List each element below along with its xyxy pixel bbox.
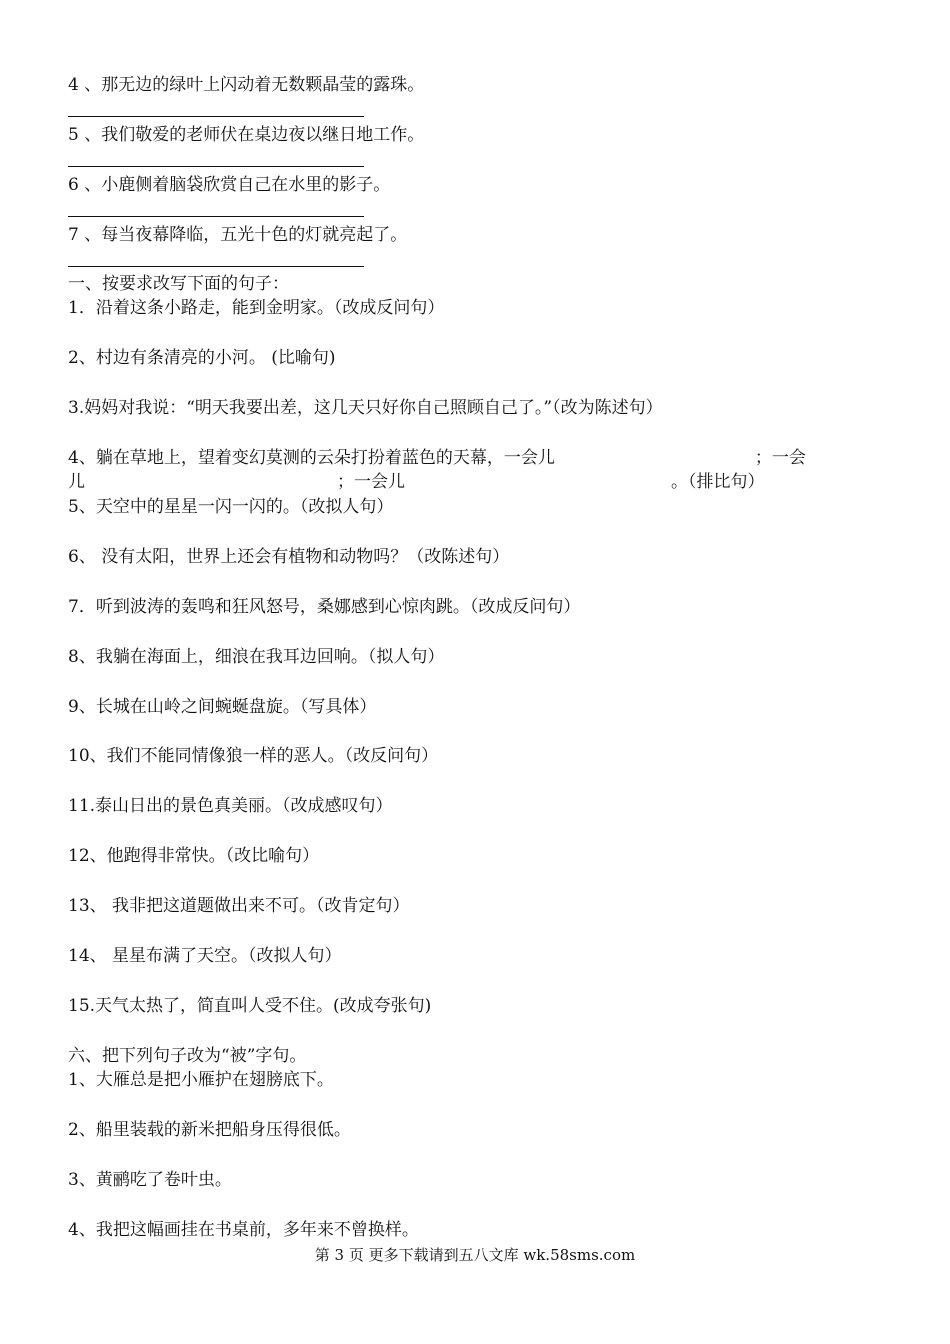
- rewrite-item-11: 11.泰山日出的景色真美丽。（改成感叹句）: [68, 796, 393, 816]
- rewrite-item-3: 3.妈妈对我说：“明天我要出差，这几天只好你自己照顾自己了。”（改为陈述句）: [68, 398, 663, 418]
- rewrite-item-14: 14、 星星布满了天空。（改拟人句）: [68, 946, 342, 966]
- rewrite-item-6: 6、 没有太阳，世界上还会有植物和动物吗？（改陈述句）: [68, 547, 510, 567]
- rewrite-item-15: 15.天气太热了，简直叫人受不住。(改成夸张句): [68, 996, 432, 1016]
- page-footer: 第 3 页 更多下载请到五八文库 wk.58sms.com: [314, 1246, 636, 1264]
- rewrite-item-2: 2、村边有条清亮的小河。 (比喻句): [68, 348, 336, 368]
- answer-line: [68, 216, 364, 217]
- rewrite-item-4-part4: ；一会儿: [337, 472, 405, 492]
- rewrite-item-9: 9、长城在山岭之间蜿蜒盘旋。（写具体）: [68, 697, 377, 717]
- answer-line: [68, 266, 364, 267]
- sentence-item-6: 6 、小鹿侧着脑袋欣赏自己在水里的影子。: [68, 175, 391, 195]
- rewrite-item-4-part1: 4、躺在草地上，望着变幻莫测的云朵打扮着蓝色的天幕，一会儿: [68, 448, 555, 468]
- bei-item-4: 4、我把这幅画挂在书桌前，多年来不曾换样。: [68, 1220, 419, 1240]
- answer-line: [68, 116, 364, 117]
- rewrite-item-4-part5: 。（排比句）: [671, 472, 765, 492]
- sentence-item-4: 4 、那无边的绿叶上闪动着无数颗晶莹的露珠。: [68, 75, 425, 95]
- bei-item-1: 1、大雁总是把小雁护在翅膀底下。: [68, 1070, 334, 1090]
- rewrite-item-12: 12、他跑得非常快。（改比喻句）: [68, 846, 320, 866]
- bei-item-3: 3、黄鹂吃了卷叶虫。: [68, 1170, 232, 1190]
- bei-item-2: 2、船里装载的新米把船身压得很低。: [68, 1120, 351, 1140]
- section-heading-bei: 六、把下列句子改为“被”字句。: [68, 1046, 307, 1066]
- rewrite-item-13: 13、 我非把这道题做出来不可。（改肯定句）: [68, 896, 410, 916]
- section-heading-rewrite: 一、按要求改写下面的句子：: [68, 274, 289, 294]
- rewrite-item-4-line2: [68, 471, 765, 493]
- sentence-item-5: 5 、我们敬爱的老师伏在桌边夜以继日地工作。: [68, 125, 425, 145]
- answer-line: [68, 166, 364, 167]
- sentence-item-7: 7 、每当夜幕降临，五光十色的灯就亮起了。: [68, 225, 408, 245]
- rewrite-item-1: 1．沿着这条小路走，能到金明家。（改成反问句）: [68, 298, 445, 318]
- rewrite-item-5: 5、天空中的星星一闪一闪的。（改拟人句）: [68, 497, 394, 517]
- rewrite-item-7: 7．听到波涛的轰鸣和狂风怒号，桑娜感到心惊肉跳。（改成反问句）: [68, 597, 581, 617]
- rewrite-item-8: 8、我躺在海面上，细浪在我耳边回响。（拟人句）: [68, 647, 445, 667]
- rewrite-item-10: 10、我们不能同情像狼一样的恶人。（改反问句）: [68, 746, 439, 766]
- rewrite-item-4-line1: [68, 447, 806, 469]
- rewrite-item-4-part2: ；一会: [754, 448, 806, 468]
- rewrite-item-4-part3: 儿: [68, 472, 85, 492]
